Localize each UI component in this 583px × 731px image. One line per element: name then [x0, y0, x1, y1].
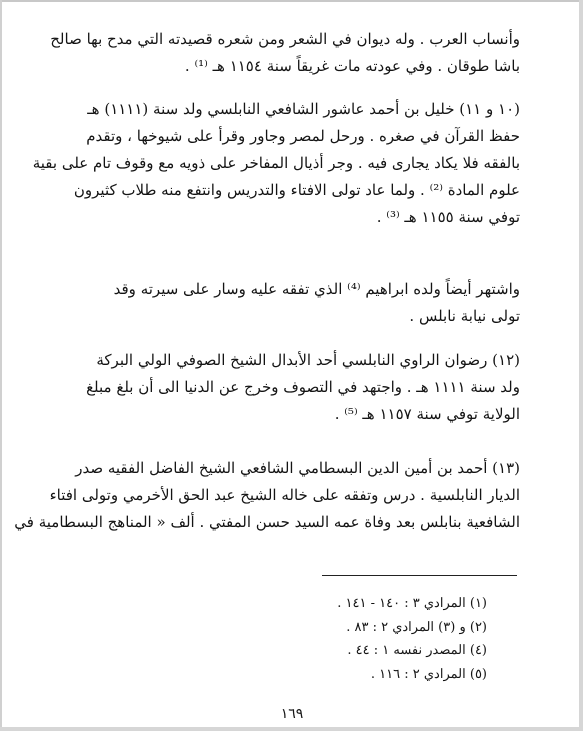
paragraph-line: الولاية توفي سنة ١١٥٧ هـ ⁽⁵⁾ .	[334, 405, 520, 423]
paragraph-line: باشا طوقان . وفي عودته مات غريقاً سنة ١١٥٤ هـ ⁽¹⁾ .	[184, 57, 520, 75]
paragraph-1	[50, 26, 520, 80]
footnote-item: (٥) المرادي ٢ : ١١٦ .	[370, 666, 487, 682]
paragraph-line: واشتهر أيضاً ولده ابراهيم ⁽⁴⁾ الذي تفقه عليه وسار على سيرته وقد	[113, 280, 520, 298]
window-frame-bottom	[0, 727, 583, 731]
paragraph-line: ولد سنة ١١١١ هـ . واجتهد في التصوف وخرج عن الدنيا الى أن بلغ مبلغ	[86, 378, 520, 396]
paragraph-line: وأنساب العرب . وله ديوان في الشعر ومن شعره قصيدته التي مدح بها صالح	[50, 30, 520, 48]
paragraph-line: حفظ القرآن في صغره . ورحل لمصر وجاور وقرأ على شيوخها ، وتقدم	[86, 127, 520, 145]
footnotes	[250, 592, 487, 686]
paragraph-3	[70, 276, 520, 330]
paragraph-line: بالفقه فلا يكاد يجارى فيه . وجر أذيال المفاخر على ذويه مع وقوف تام على بقية	[32, 154, 520, 172]
page-number: ١٦٩	[280, 706, 304, 722]
paragraph-line: علوم المادة ⁽²⁾ . ولما عاد تولى الافتاء والتدريس وانتفع منه طلاب كثيرون	[73, 181, 520, 199]
paragraph-4	[70, 347, 520, 428]
footnote-divider	[322, 575, 517, 576]
footnote-item: (٢) و (٣) المرادي ٢ : ٨٣ .	[346, 619, 487, 635]
paragraph-line: الشافعية بنابلس بعد وفاة عمه السيد حسن المفتي . ألف « المناهج البسطامية في	[14, 513, 520, 531]
paragraph-line: الديار النابلسية . درس وتفقه على خاله الشيخ عبد الحق الأخرمي وتولى افتاء	[49, 486, 520, 504]
window-frame-top	[0, 0, 583, 2]
paragraph-line: (١٣) أحمد بن أمين الدين البسطامي الشافعي الشيخ الفاضل الفقيه صدر	[75, 459, 520, 477]
footnote-item: (٤) المصدر نفسه ١ : ٤٤ .	[347, 643, 487, 658]
paragraph-line: (١٢) رضوان الراوي النابلسي أحد الأبدال الشيخ الصوفي الولي البركة	[96, 351, 520, 369]
paragraph-line: توفي سنة ١١٥٥ هـ ⁽³⁾ .	[376, 208, 520, 226]
paragraph-line: تولى نيابة نابلس .	[409, 307, 520, 325]
window-frame-right	[579, 0, 583, 731]
paragraph-2	[32, 96, 520, 231]
window-frame-left	[0, 0, 2, 731]
footnote-item: (١) المرادي ٣ : ١٤٠ - ١٤١ .	[337, 596, 487, 611]
paragraph-line: (١٠ و ١١) خليل بن أحمد عاشور الشافعي النابلسي ولد سنة (١١١١) هـ	[87, 100, 520, 118]
paragraph-5	[14, 455, 520, 536]
